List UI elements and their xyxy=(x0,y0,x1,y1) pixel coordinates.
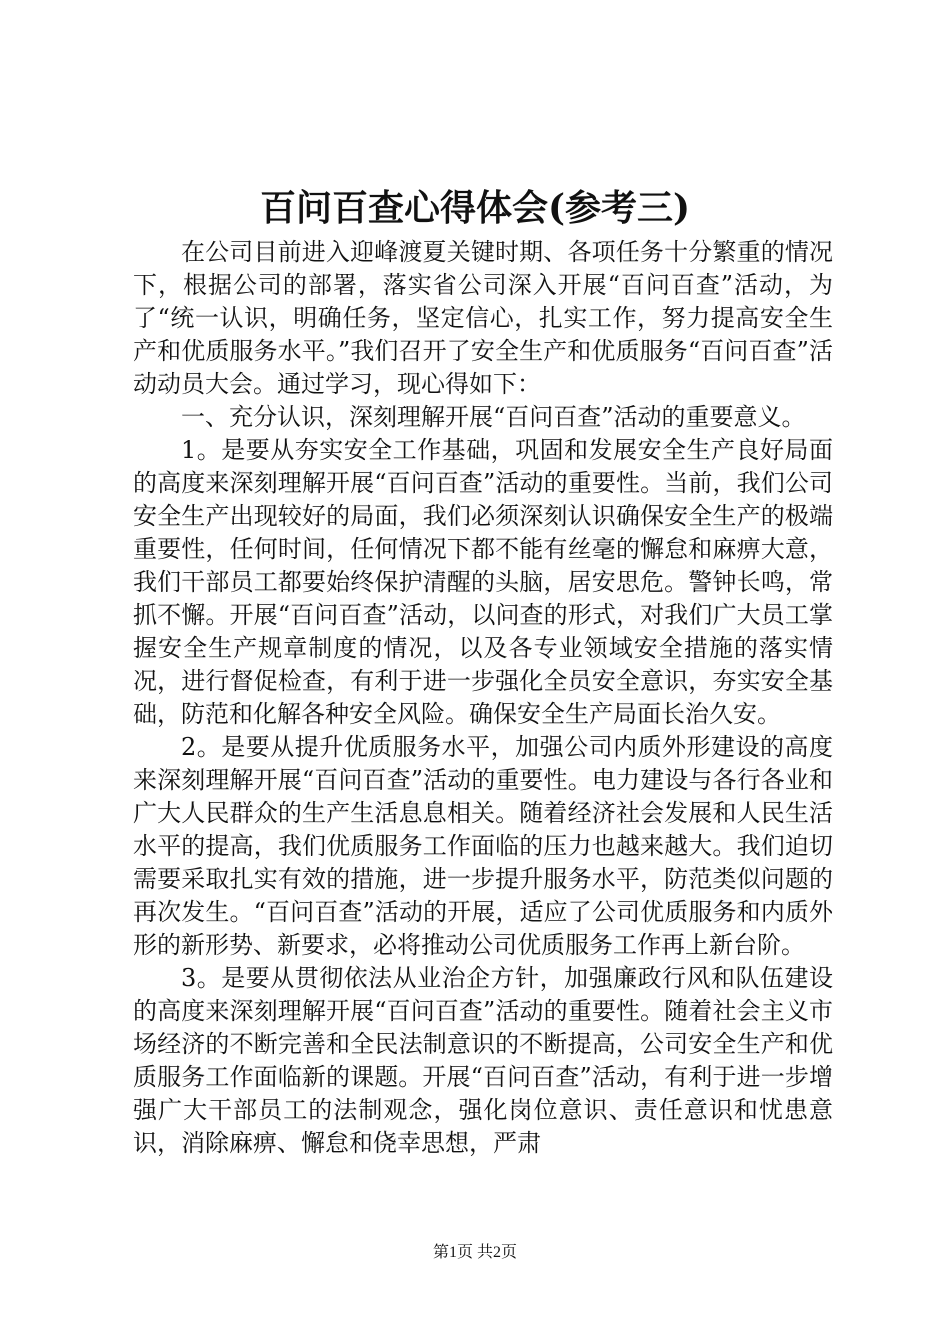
paragraph-point-3: 3。是要从贯彻依法从业治企方针，加强廉政行风和队伍建设的高度来深刻理解开展“百问百查”活动的重要性。随着社会主义市场经济的不断完善和全民法制意识的不断提高，公司安全生产和优质服务工作面临新的课题。开展“百问百查”活动，有利于进一步增强广大干部员工的法制观念，强化岗位意识、责任意识和忧患意识，消除麻痹、懈怠和侥幸思想，严肃 xyxy=(133,964,833,1157)
page-number-footer: 第1页 共2页 xyxy=(432,1244,517,1261)
paragraph-point-1: 1。是要从夯实安全工作基础，巩固和发展安全生产良好局面的高度来深刻理解开展“百问百查”活动的重要性。当前，我们公司安全生产出现较好的局面，我们必须深刻认识确保安全生产的极端重要性，任何时间，任何情况下都不能有丝毫的懈怠和麻痹大意，我们干部员工都要始终保护清醒的头脑，居安思危。警钟长鸣，常抓不懈。开展“百问百查”活动，以问查的形式，对我们广大员工掌握安全生产规章制度的情况，以及各专业领域安全措施的落实情况，进行督促检查，有利于进一步强化全员安全意识，夯实安全基础，防范和化解各种安全风险。确保安全生产局面长治久安。 xyxy=(133,436,833,728)
document-body xyxy=(133,236,833,1160)
page-title: 百问百查心得体会(参考三) xyxy=(259,187,691,229)
paragraph-point-2: 2。是要从提升优质服务水平，加强公司内质外形建设的高度来深刻理解开展“百问百查”活动的重要性。电力建设与各行各业和广大人民群众的生产生活息息相关。随着经济社会发展和人民生活水平的提高，我们优质服务工作面临的压力也越来越大。我们迫切需要采取扎实有效的措施，进一步提升服务水平，防范类似问题的再次发生。“百问百查”活动的开展，适应了公司优质服务和内质外形的新形势、新要求，必将推动公司优质服务工作再上新台阶。 xyxy=(133,733,833,959)
paragraph-intro: 在公司目前进入迎峰渡夏关键时期、各项任务十分繁重的情况下，根据公司的部署，落实省公司深入开展“百问百查”活动，为了“统一认识，明确任务，坚定信心，扎实工作，努力提高安全生产和优质服务水平。”我们召开了安全生产和优质服务“百问百查”活动动员大会。通过学习，现心得如下： xyxy=(133,238,833,398)
paragraph-section-heading: 一、充分认识，深刻理解开展“百问百查”活动的重要意义。 xyxy=(181,403,806,431)
